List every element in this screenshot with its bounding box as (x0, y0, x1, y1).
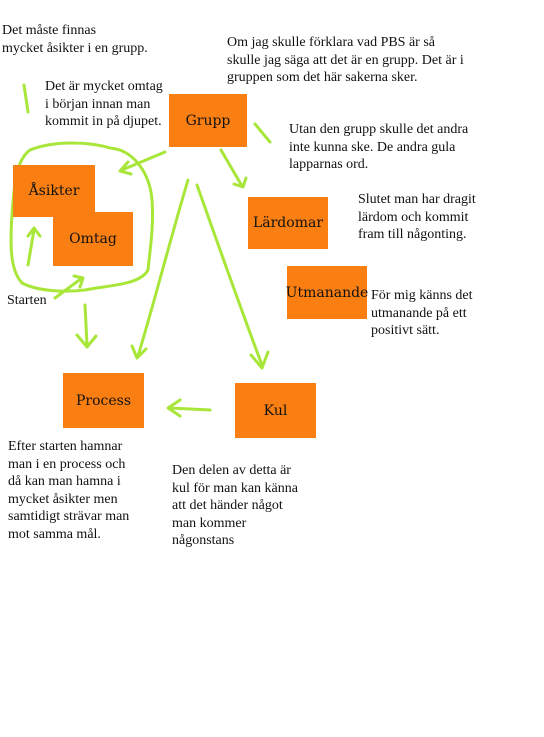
start-label: Starten (7, 293, 47, 308)
kul-note: Den delen av detta är kul för man kan känna att det händer något man kommer någonstans (172, 463, 298, 548)
asikter-box: Åsikter (13, 165, 95, 217)
grupp-to-lardomar-arrow (221, 150, 246, 187)
loop-to-process-arrow (77, 305, 96, 347)
grupp-box: Grupp (169, 94, 247, 147)
process-note: Efter starten hamnar man i en process och då kan man hamna i mycket åsikter men samtidigt strävar man mot samma mål. (8, 439, 130, 542)
omtag-note: Det är mycket omtag i början innan man kommit in på djupet. (45, 79, 163, 129)
lardomar-box: Lärdomar (248, 197, 328, 249)
utmanande-note: För mig känns det utmanande på ett positivt sätt. (371, 288, 473, 338)
omtag-note-stroke (24, 85, 28, 112)
kul-to-process-arrow (168, 400, 210, 416)
starten-line (55, 276, 83, 298)
kul-box: Kul (235, 383, 316, 438)
lardomar-note: Slutet man har dragit lärdom och kommit fram till någonting. (358, 192, 476, 242)
utmanande-box: Utmanande (287, 266, 367, 319)
process-box: Process (63, 373, 144, 428)
grupp-to-process-arrow (132, 180, 188, 358)
pbs-note: Om jag skulle förklara vad PBS är så skulle jag säga att det är en grupp. Det är i gruppen som det här sakerna sker. (227, 35, 464, 85)
grupp-note: Utan den grupp skulle det andra inte kunna ske. De andra gula lapparnas ord. (289, 122, 469, 172)
asikter-note: Det måste finnas mycket åsikter i en grupp. (2, 23, 148, 56)
grupp-note-stroke (255, 124, 270, 142)
starten-up-arrow (28, 228, 40, 265)
omtag-box: Omtag (53, 212, 133, 266)
